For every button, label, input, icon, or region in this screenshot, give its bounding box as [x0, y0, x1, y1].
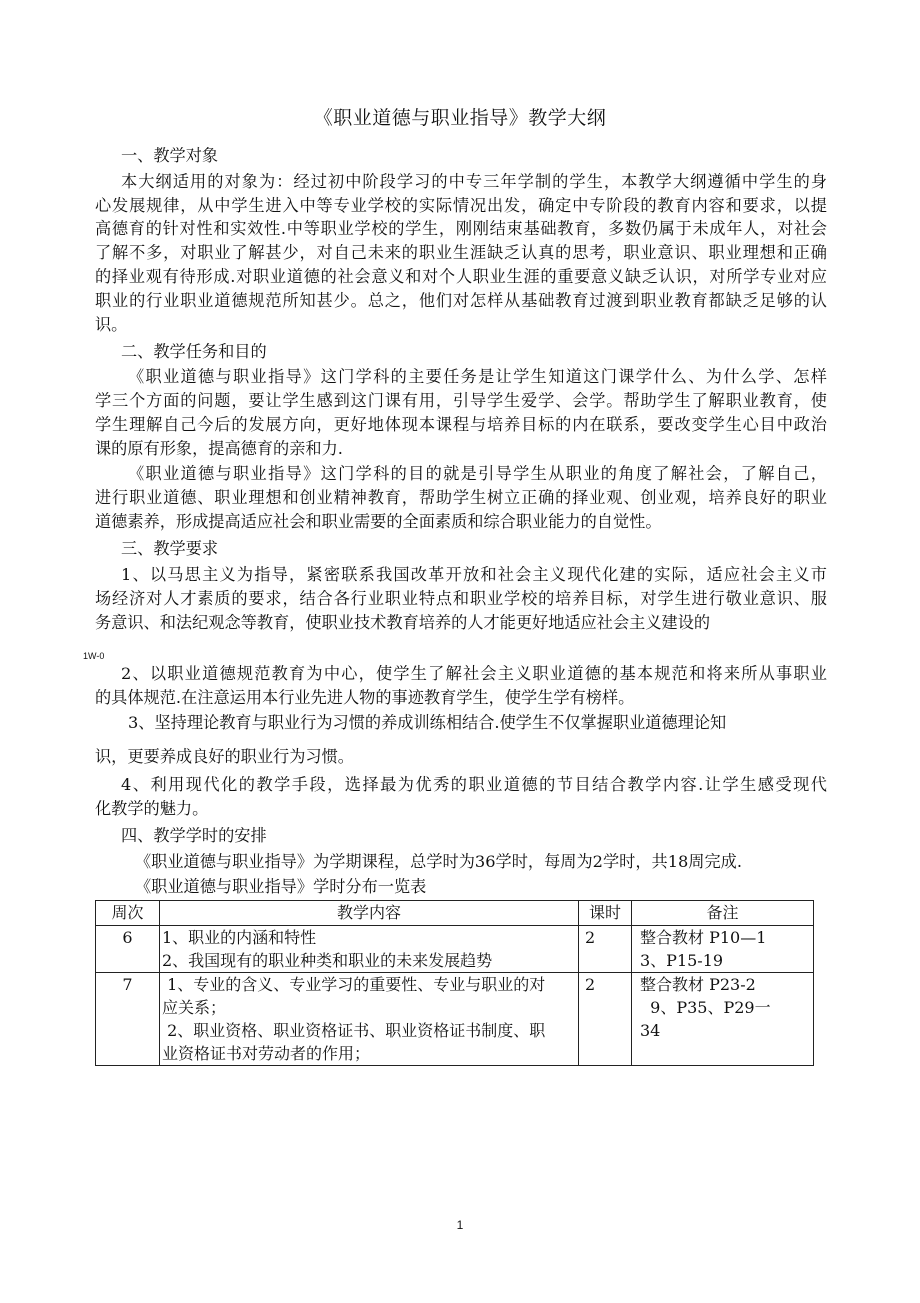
paragraph-line: 学生理解自己今后的发展方向，更好地体现本课程与培养目标的内在联系，要改变学生心目中政治 — [95, 415, 827, 434]
paragraph-line: 场经济对人才素质的要求，结合各行业职业特点和职业学校的培养目标，对学生进行敬业意识、服 — [95, 589, 827, 608]
paragraph-line: 学三个方面的问题，要让学生感到这门课有用，引导学生爱学、会学。帮助学生了解职业教育，使 — [95, 391, 827, 410]
paragraph-line: 识。 — [95, 315, 128, 334]
header-week: 周次 — [96, 901, 160, 926]
paragraph-line: 的具体规范.在注意运用本行业先进人物的事迹教育学生，使学生学有榜样。 — [95, 688, 635, 707]
paragraph-line: 2、以职业道德规范教育为中心，使学生了解社会主义职业道德的基本规范和将来所从事职业 — [121, 664, 827, 683]
week-cell: 6 — [96, 926, 160, 973]
page-number: 1 — [456, 1218, 464, 1232]
paragraph-line: 化教学的魅力。 — [95, 799, 209, 818]
note-line: 9、P35、P29一 — [640, 998, 771, 1017]
paragraph-line: 了解不多，对职业了解甚少，对自己未来的职业生涯缺乏认真的思考，职业意识、职业理想和正确 — [95, 243, 827, 262]
schedule-table — [95, 900, 814, 1066]
week-cell: 7 — [96, 973, 160, 1066]
table-row — [96, 973, 814, 1066]
note-cell — [632, 926, 814, 973]
document-title: 《职业道德与职业指导》教学大纲 — [313, 107, 607, 129]
paragraph-line: 识，更要养成良好的职业行为习惯。 — [95, 747, 354, 766]
paragraph-line: 的择业观有待形成.对职业道德的社会意义和对个人职业生涯的重要意义缺乏认识，对所学专业对应 — [95, 267, 827, 286]
section-heading-4: 四、教学学时的安排 — [121, 826, 267, 845]
table-cutoff — [95, 1071, 815, 1079]
table-caption: 《职业道德与职业指导》学时分布一览表 — [135, 877, 427, 896]
paragraph-line: 《职业道德与职业指导》这门学科的主要任务是让学生知道这门课学什么、为什么学、怎样 — [128, 367, 827, 386]
content-line: 2、我国现有的职业种类和职业的未来发展趋势 — [162, 951, 493, 970]
table-row — [96, 926, 814, 973]
content-line: 1、专业的含义、专业学习的重要性、专业与职业的对 — [162, 975, 546, 994]
paragraph-line: 1、以马思主义为指导，紧密联系我国改革开放和社会主义现代化建的实际，适应社会主义市 — [121, 565, 827, 584]
content-line: 应关系； — [162, 998, 227, 1017]
paragraph-line: 心发展规律，从中学生进入中等专业学校的实际情况出发，确定中专阶段的教育内容和要求，以提 — [95, 196, 827, 215]
content-cell — [160, 973, 579, 1066]
content-line: 业资格证书对劳动者的作用； — [162, 1044, 371, 1063]
paragraph-line: 《职业道德与职业指导》为学期课程，总学时为36学时，每周为2学时，共18周完成. — [135, 852, 743, 871]
hours-cell: 2 — [579, 926, 632, 973]
paragraph-line: 职业的行业职业道德规范所知甚少。总之，他们对怎样从基础教育过渡到职业教育都缺乏足够的认 — [95, 291, 827, 310]
paragraph-line: 4、利用现代化的教学手段，选择最为优秀的职业道德的节目结合教学内容.让学生感受现代 — [121, 775, 827, 794]
paragraph-line: 进行职业道德、职业理想和创业精神教育，帮助学生树立正确的择业观、创业观，培养良好的职业 — [95, 488, 827, 507]
paragraph-line: 本大纲适用的对象为：经过初中阶段学习的中专三年学制的学生，本教学大纲遵循中学生的身 — [121, 172, 827, 191]
table-header-row — [96, 901, 814, 926]
paragraph-line: 务意识、和法纪观念等教育，使职业技术教育培养的人才能更好地适应社会主义建设的 — [95, 613, 711, 632]
section-heading-1: 一、教学对象 — [121, 146, 219, 165]
paragraph-line: 课的原有形象，提高德育的亲和力. — [95, 439, 343, 458]
content-cell — [160, 926, 579, 973]
note-line: 34 — [640, 1021, 661, 1040]
paragraph-line: 3、坚持理论教育与职业行为习惯的养成训练相结合.使学生不仅掌握职业道德理论知 — [128, 713, 727, 732]
section-heading-2: 二、教学任务和目的 — [121, 342, 267, 361]
note-cell — [632, 973, 814, 1066]
header-note: 备注 — [632, 901, 814, 926]
content-line: 2、职业资格、职业资格证书、职业资格证书制度、职 — [162, 1021, 546, 1040]
paragraph-line: 《职业道德与职业指导》这门学科的目的就是引导学生从职业的角度了解社会，了解自己， — [128, 464, 827, 483]
margin-note: 1W-0 — [83, 651, 105, 661]
note-line: 3、P15-19 — [640, 951, 724, 970]
header-content: 教学内容 — [160, 901, 579, 926]
note-line: 整合教材 P10—1 — [640, 928, 767, 947]
content-line: 1、职业的内涵和特性 — [162, 928, 317, 947]
paragraph-line: 高德育的针对性和实效性.中等职业学校的学生，刚刚结束基础教育，多数仍属于未成年人，对社会 — [95, 219, 827, 238]
hours-cell: 2 — [579, 973, 632, 1066]
section-heading-3: 三、教学要求 — [121, 539, 219, 558]
paragraph-line: 道德素养，形成提高适应社会和职业需要的全面素质和综合职业能力的自觉性。 — [95, 512, 662, 531]
header-hours: 课时 — [579, 901, 632, 926]
note-line: 整合教材 P23-2 — [640, 975, 756, 994]
